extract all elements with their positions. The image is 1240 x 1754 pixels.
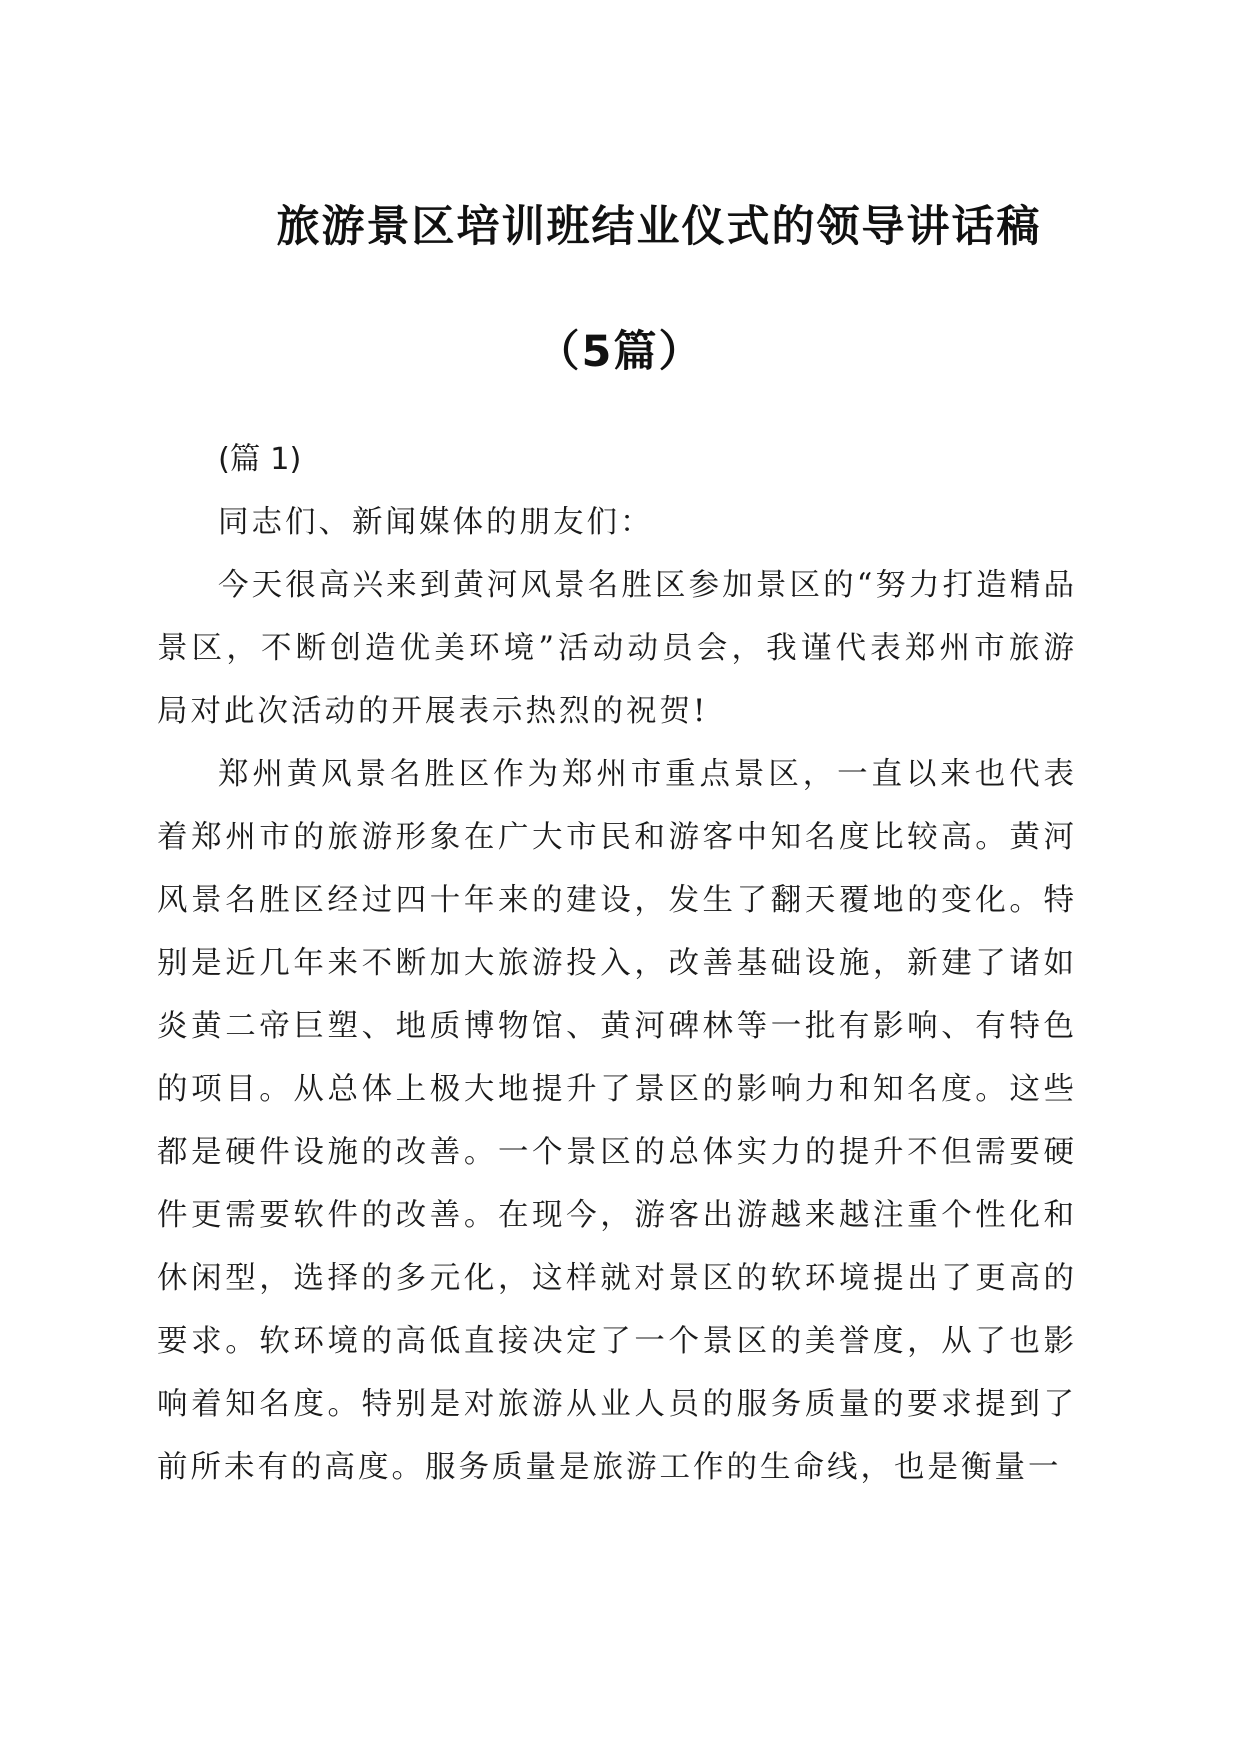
body-paragraph-2: 郑州黄风景名胜区作为郑州市重点景区，一直以来也代表着郑州市的旅游形象在广大市民和游客中知名度比较高。黄河风景名胜区经过四十年来的建设，发生了翻天覆地的变化。特别是近几年来不断加大旅游投入，改善基础设施，新建了诸如炎黄二帝巨塑、地质博物馆、黄河碑林等一批有影响、有特色的项目。从总体上极大地提升了景区的影响力和知名度。这些都是硬件设施的改善。一个景区的总体实力的提升不但需要硬件更需要软件的改善。在现今，游客出游越来越注重个性化和休闲型，选择的多元化，这样就对景区的软环境提出了更高的要求。软环境的高低直接决定了一个景区的美誉度，从了也影响着知名度。特别是对旅游从业人员的服务质量的要求提到了前所未有的高度。服务质量是旅游工作的生命线，也是衡量一: [157, 757, 1077, 1485]
document-title-line-1: 旅游景区培训班结业仪式的领导讲话稿: [276, 202, 1042, 252]
body-paragraph-1: 今天很高兴来到黄河风景名胜区参加景区的“努力打造精品景区，不断创造优美环境”活动动员会，我谨代表郑州市旅游局对此次活动的开展表示热烈的祝贺!: [157, 568, 1077, 729]
document-body: [157, 428, 1077, 1499]
document-title-line-2: （5篇）: [536, 327, 704, 377]
section-label: (篇 1): [218, 442, 302, 477]
salutation-paragraph: 同志们、新闻媒体的朋友们：: [218, 505, 654, 540]
